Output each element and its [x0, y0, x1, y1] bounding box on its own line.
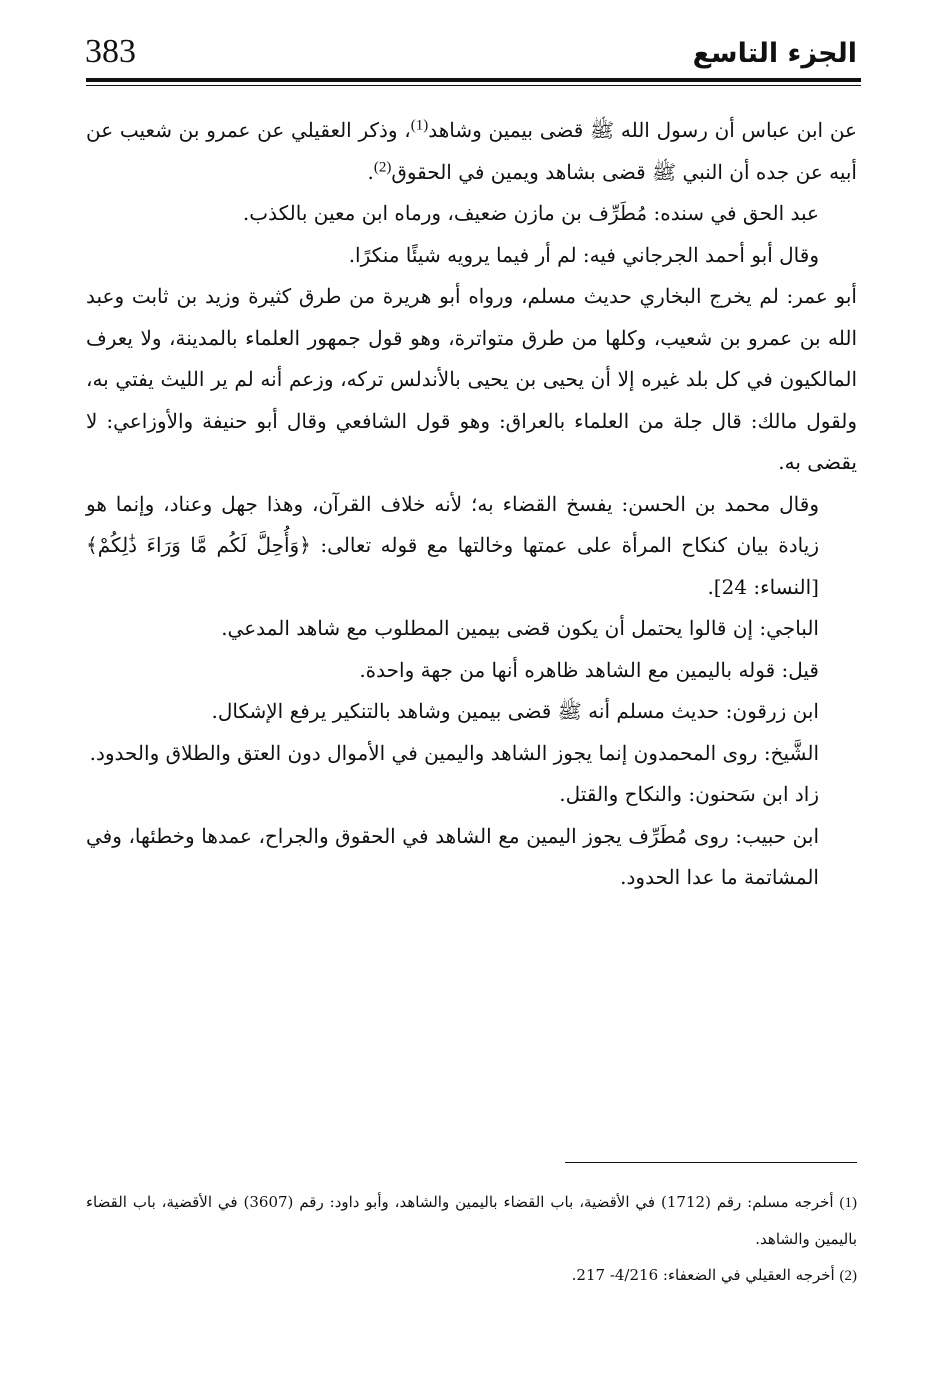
header-rule-thin — [86, 85, 861, 86]
paragraph: ابن زرقون: حديث مسلم أنه ﷺ قضى بيمين وشاهد بالتنكير يرفع الإشكال. — [211, 699, 819, 723]
running-title: الجزء التاسع — [692, 38, 857, 69]
footnotes — [86, 1184, 857, 1294]
paragraph: الباجي: إن قالوا يحتمل أن يكون قضى بيمين المطلوب مع شاهد المدعي. — [221, 616, 819, 640]
footnote — [86, 1184, 857, 1257]
paragraph: عبد الحق في سنده: مُطَرِّف بن مازن ضعيف، ورماه ابن معين بالكذب. — [242, 201, 819, 225]
paragraph-text: عن ابن عباس أن رسول الله ﷺ قضى بيمين وشاهد — [428, 118, 857, 142]
paragraph: وقال محمد بن الحسن: يفسخ القضاء به؛ لأنه خلاف القرآن، وهذا جهل وعناد، وإنما هو زيادة بيان كنكاح المرأة على عمتها وخالتها مع قوله تعالى: ﴿وَأُحِلَّ لَكُم مَّا وَرَاءَ ذَٰلِكُمْ﴾ [النساء: 24]. — [86, 491, 820, 599]
page-number: 383 — [85, 33, 136, 70]
main-text — [86, 110, 857, 899]
paragraph: وقال أبو أحمد الجرجاني فيه: لم أر فيما يرويه شيئًا منكرًا. — [348, 242, 819, 267]
paragraph-text: ، وذكر العقيلي عن عمرو بن شعيب عن أبيه عن جده أن النبي ﷺ قضى بشاهد ويمين في الحقوق — [86, 118, 857, 184]
header-rule — [86, 78, 861, 82]
paragraph: أبو عمر: لم يخرج البخاري حديث مسلم، ورواه أبو هريرة من طرق كثيرة وزيد بن ثابت وعبد الله بن عمرو بن شعيب، وكلها من طرق متواترة، وهو قول جمهور العلماء بالمدينة، ولا يعرف المالكيون في كل بلد غيره إلا أن يحيى بن يحيى بالأندلس تركه، وزعم أنه لم ير الليث يفتي به، ولقول مالك: قال جلة من العلماء بالعراق: وهو قول الشافعي وقال أبو حنيفة والأوزاعي: لا يقضى به. — [86, 284, 858, 474]
paragraph: الشَّيخ: روى المحمدون إنما يجوز الشاهد واليمين في الأموال دون العتق والطلاق والحدود. — [89, 740, 819, 765]
footnote-label: (1) — [839, 1195, 857, 1211]
paragraph: زاد ابن سَحنون: والنكاح والقتل. — [559, 782, 819, 806]
footnote-text: أخرجه مسلم: رقم (1712) في الأقضية، باب القضاء باليمين والشاهد، وأبو داود: رقم (3607) في الأقضية، باب القضاء باليمين والشاهد. — [86, 1193, 857, 1248]
footnote-ref[interactable]: (2) — [373, 158, 392, 175]
footnote-rule — [565, 1162, 857, 1163]
footnote-ref[interactable]: (1) — [410, 117, 429, 134]
footnote-label: (2) — [839, 1268, 857, 1284]
paragraph-text: . — [367, 159, 374, 184]
paragraph: ابن حبيب: روى مُطَرِّف يجوز اليمين مع الشاهد في الحقوق والجراح، عمدها وخطئها، وفي المشاتمة ما عدا الحدود. — [86, 823, 819, 889]
paragraph — [86, 110, 857, 193]
paragraph: قيل: قوله باليمين مع الشاهد ظاهره أنها من جهة واحدة. — [359, 657, 819, 682]
footnote-text: أخرجه العقيلي في الضعفاء: 4/216- 217. — [571, 1266, 835, 1284]
footnote — [86, 1257, 857, 1294]
